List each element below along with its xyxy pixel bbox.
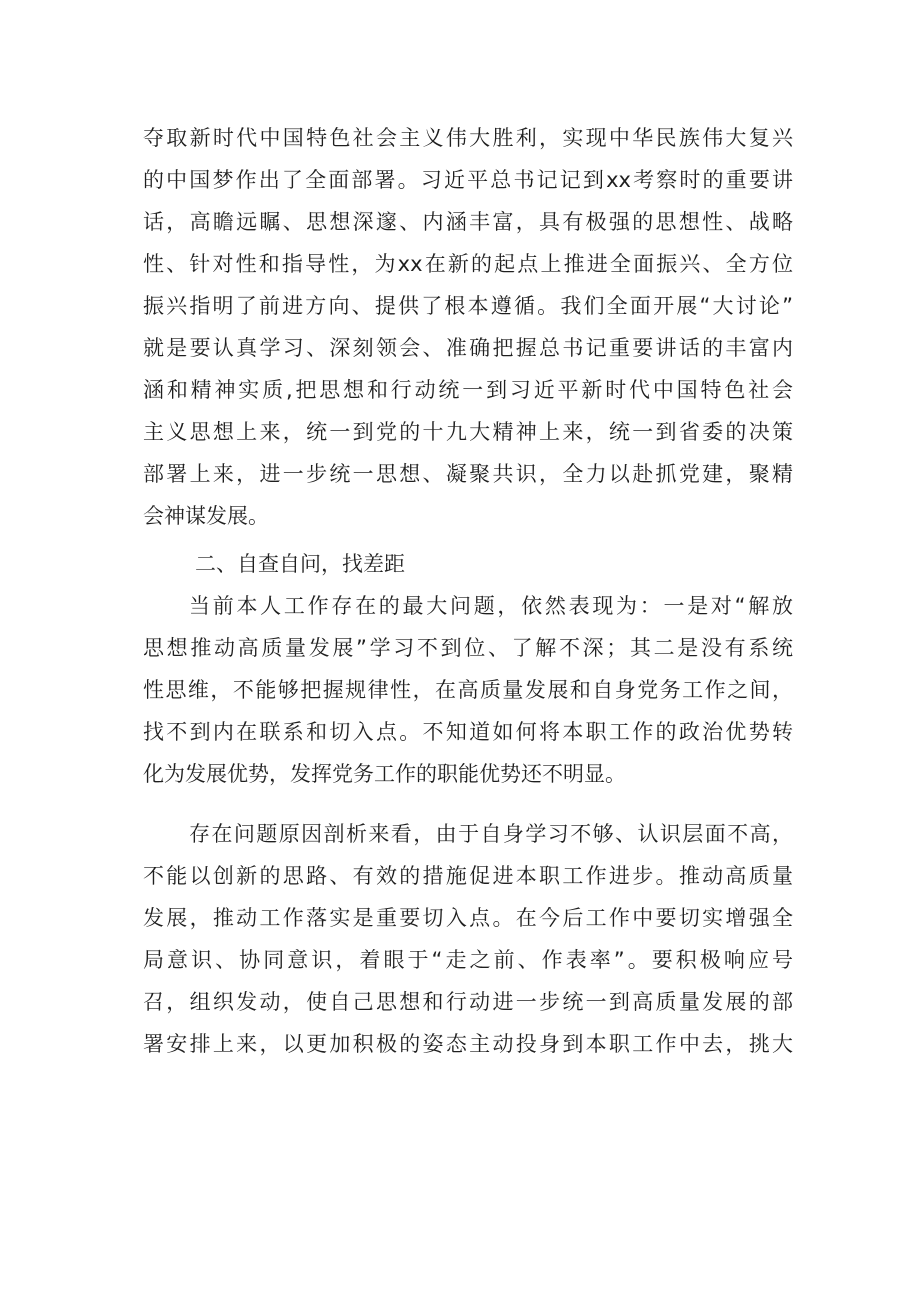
text-line: 性、针对性和指导性，为xx在新的起点上推进全面振兴、全方位 bbox=[143, 252, 793, 276]
text-line: 部署上来，进一步统一思想、凝聚共识，全力以赴抓党建，聚精 bbox=[143, 462, 793, 486]
text-line: 发展，推动工作落实是重要切入点。在今后工作中要切实增强全 bbox=[143, 906, 793, 930]
text-line: 找不到内在联系和切入点。不知道如何将本职工作的政治优势转 bbox=[143, 720, 793, 744]
text-line: 振兴指明了前进方向、提供了根本遵循。我们全面开展“大讨论” bbox=[143, 294, 793, 318]
text-line: 化为发展优势，发挥党务工作的职能优势还不明显。 bbox=[143, 762, 626, 786]
text-line: 夺取新时代中国特色社会主义伟大胜利，实现中华民族伟大复兴 bbox=[143, 126, 793, 150]
text-line: 就是要认真学习、深刻领会、准确把握总书记重要讲话的丰富内 bbox=[143, 336, 793, 360]
text-line: 署安排上来，以更加积极的姿态主动投身到本职工作中去，挑大 bbox=[143, 1032, 793, 1056]
text-line: 思想推动高质量发展”学习不到位、了解不深；其二是没有系统 bbox=[143, 636, 793, 660]
text-line: 存在问题原因剖析来看，由于自身学习不够、认识层面不高， bbox=[189, 822, 793, 846]
text-line: 局意识、协同意识，着眼于“走之前、作表率”。要积极响应号 bbox=[143, 948, 793, 972]
document-body bbox=[143, 117, 793, 1065]
paragraph-2 bbox=[143, 585, 793, 795]
paragraph-1 bbox=[143, 117, 793, 537]
text-line: 召，组织发动，使自己思想和行动进一步统一到高质量发展的部 bbox=[143, 990, 793, 1014]
text-line: 涵和精神实质,把思想和行动统一到习近平新时代中国特色社会 bbox=[143, 378, 793, 402]
section-heading: 二、自查自问，找差距 bbox=[195, 552, 405, 576]
paragraph-3 bbox=[143, 813, 793, 1065]
text-line: 不能以创新的思路、有效的措施促进本职工作进步。推动高质量 bbox=[143, 864, 793, 888]
text-line: 话，高瞻远瞩、思想深邃、内涵丰富，具有极强的思想性、战略 bbox=[143, 210, 793, 234]
text-line: 性思维，不能够把握规律性，在高质量发展和自身党务工作之间， bbox=[143, 678, 793, 702]
text-line: 会神谋发展。 bbox=[143, 504, 269, 528]
text-line: 主义思想上来，统一到党的十九大精神上来，统一到省委的决策 bbox=[143, 420, 793, 444]
text-line: 当前本人工作存在的最大问题，依然表现为：一是对“解放 bbox=[189, 594, 793, 618]
text-line: 的中国梦作出了全面部署。习近平总书记记到xx考察时的重要讲 bbox=[143, 168, 793, 192]
